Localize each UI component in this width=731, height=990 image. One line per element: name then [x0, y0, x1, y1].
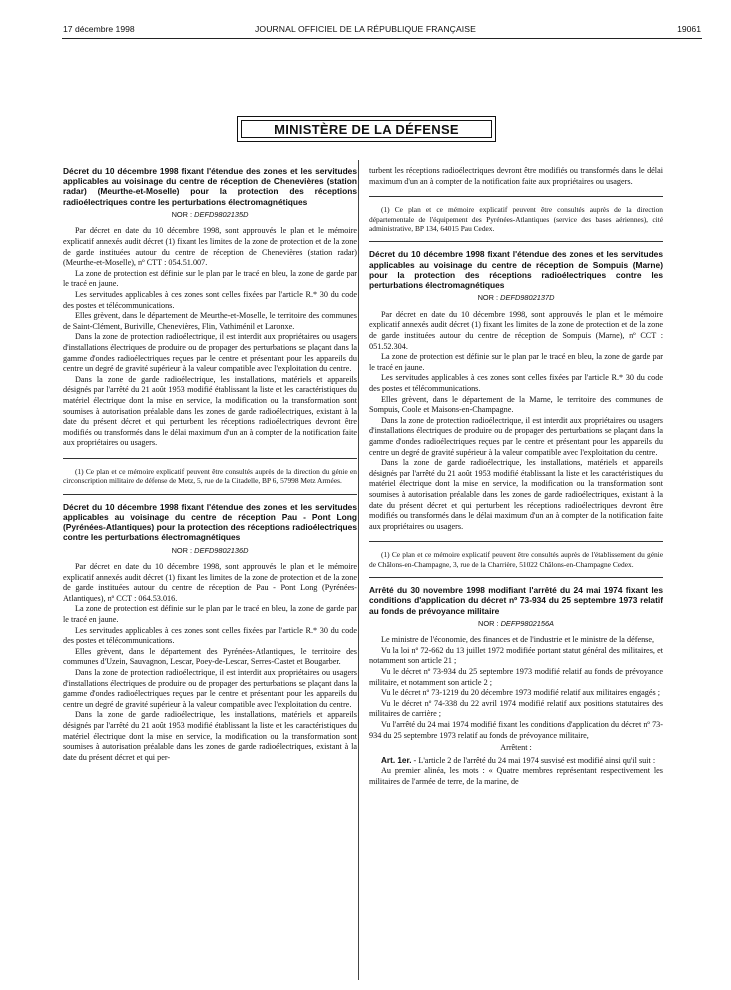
paragraph: La zone de protection est définie sur le plan par le tracé en bleu, la zone de garde par le tracé en jaune. [63, 268, 357, 289]
nor-code: DEFP9802156A [500, 618, 554, 628]
nor-code: DEFD9802136D [194, 545, 249, 555]
paragraph: Les servitudes applicables à ces zones sont celles fixées par l'article R.* 30 du code des postes et télécommunications. [63, 625, 357, 646]
section-separator [369, 577, 663, 578]
paragraph: Les servitudes applicables à ces zones sont celles fixées par l'article R.* 30 du code des postes et télécommunications. [369, 373, 663, 393]
paragraph: Vu l'arrêté du 24 mai 1974 modifié fixant les conditions d'application du décret nº 73-934 du 25 septembre 1973 relatif au fonds de prévoyance militaire, [369, 720, 663, 740]
paragraph: Dans la zone de garde radioélectrique, les installations, matériels et appareils désignés par l'arrêté du 21 août 1953 modifié établissant la liste et les caractéristiques du matériel électrique dont la mise en service, la modification ou la transformation sont soumises à autorisation préalable dans les zones de garde radioélectriques, existant à la date du présent décret et qui perturbent les réceptions radioélectriques devront être modifiés ou transformés dans le délai maximum d'un an à compter de la notification faite aux propriétaires ou usagers. [63, 374, 357, 448]
paragraph: Par décret en date du 10 décembre 1998, sont approuvés le plan et le mémoire explicatif annexés audit décret (1) fixant les limites de la zone de protection et de la zone de garde instituées autour du centre de réception de Pau - Pont Long (Pyrénées-Atlantiques), nº CCT : 064.53.016. [63, 562, 357, 603]
footnote-rule [369, 541, 663, 542]
nor-line: NOR : DEFD9802135D [171, 209, 249, 219]
paragraph: Par décret en date du 10 décembre 1998, sont approuvés le plan et le mémoire explicatif annexés audit décret (1) fixant les limites de la zone de protection et de la zone de garde instituées autour du centre de réception de Sompuis (Marne), nº CCT : 051.52.304. [369, 309, 663, 351]
paragraph: Le ministre de l'économie, des finances et de l'industrie et le ministre de la défense, [381, 635, 655, 645]
paragraph: Au premier alinéa, les mots : « Quatre membres représentant respectivement les militaires de l'armée de terre, de la marine, de [369, 766, 663, 787]
nor-line: NOR : DEFD9802137D [477, 293, 555, 303]
arrete-title-fonds-prevoyance: Arrêté du 30 novembre 1998 modifiant l'arrêté du 24 mai 1974 fixant les conditions d'application du décret nº 73-934 du 25 septembre 1973 relatif au fonds de prévoyance militaire [369, 585, 663, 616]
paragraph: Dans la zone de garde radioélectrique, les installations, matériels et appareils désignés par l'arrêté du 21 août 1953 modifié établissant la liste et les caractéristiques du matériel électrique dont la mise en service, la modification ou la transformation sont soumises à autorisation préalable dans les zones de garde radioélectriques, existant à la date du présent décret et qui perturbent les réceptions radioélectriques devront être modifiés ou transformés dans le délai maximum d'un an à compter de la notification faite aux propriétaires ou usagers. [369, 458, 663, 531]
paragraph: Vu le décret nº 73-1219 du 20 décembre 1973 modifié relatif aux militaires engagés ; [381, 688, 660, 698]
paragraph: Dans la zone de protection radioélectrique, il est interdit aux propriétaires ou usagers d'installations électriques de produire ou de propager des perturbations se plaçant dans la gamme d'ondes radioélectriques reçues par le centre et présentant pour les appareils du centre un degré de gravité supérieur à la valeur compatible avec l'exploitation du centre. [63, 668, 357, 709]
header-page-number: 19061 [677, 24, 701, 34]
paragraph: Les servitudes applicables à ces zones sont celles fixées par l'article R.* 30 du code des postes et télécommunications. [63, 289, 357, 310]
ministry-title: MINISTÈRE DE LA DÉFENSE [241, 120, 492, 138]
right-column [369, 166, 663, 788]
header-date: 17 décembre 1998 [63, 24, 135, 34]
decree-title-chenevieres: Décret du 10 décembre 1998 fixant l'étendue des zones et les servitudes applicables au voisinage du centre de réception de Chenevières (station radar) (Meurthe-et-Moselle) pour la protection des réceptions radioélectriques contre les perturbations électromagnétiques [63, 166, 357, 207]
decree-title-pau-pont-long: Décret du 10 décembre 1998 fixant l'étendue des zones et les servitudes applicables au voisinage du centre de réception Pau - Pont Long (Pyrénées-Atlantiques) pour la protection des réceptions radioélectriques contre les perturbations électromagnétiques [63, 501, 357, 543]
paragraph: Dans la zone de protection radioélectrique, il est interdit aux propriétaires ou usagers d'installations électriques de produire ou de propager des perturbations se plaçant dans la gamme d'ondes radioélectriques reçues par le centre et présentant pour les appareils du centre un degré de gravité supérieur à la valeur compatible avec l'exploitation du centre. [63, 332, 357, 374]
paragraph: Elles grèvent, dans le département de Meurthe-et-Moselle, le territoire des communes de Saint-Clément, Buriville, Chenevières, Flin, Vathiménil et Laronxe. [63, 311, 357, 331]
paragraph: Vu le décret nº 74-338 du 22 avril 1974 modifié relatif aux positions statutaires des militaires de carrière ; [369, 698, 663, 719]
footnote-rule [63, 458, 357, 459]
footnote: (1) Ce plan et ce mémoire explicatif peuvent être consultés auprès de l'établissement du génie de Châlons-en-Champagne, 3, rue de la Charrière, 51022 Châlons-en-Champagne Cedex. [369, 550, 663, 569]
paragraph: Elles grèvent, dans le département des Pyrénées-Atlantiques, le territoire des communes d'Uzein, Sauvagnon, Lescar, Poey-de-Lescar, Serres-Castet et Bougarber. [63, 646, 357, 667]
header-rule [62, 38, 702, 39]
nor-line: NOR : DEFP9802156A [477, 618, 554, 628]
article-1: Art. 1er. - L'article 2 de l'arrêté du 24 mai 1974 susvisé est modifié ainsi qu'il suit : [381, 755, 656, 765]
section-separator [369, 241, 663, 242]
column-separator [358, 160, 359, 980]
paragraph: Dans la zone de protection radioélectrique, il est interdit aux propriétaires ou usagers d'installations électriques de produire ou de propager des perturbations se plaçant dans la gamme d'ondes radioélectriques reçues par le centre et présentant pour les appareils du centre un degré de gravité supérieur à la valeur compatible avec l'exploitation du centre. [369, 415, 663, 457]
header-journal-title: JOURNAL OFFICIEL DE LA RÉPUBLIQUE FRANÇAISE [255, 24, 476, 34]
paragraph: La zone de protection est définie sur le plan par le tracé en bleu, la zone de garde par le tracé en jaune. [63, 604, 357, 625]
left-column [63, 166, 357, 763]
nor-code: DEFD9802135D [194, 209, 249, 219]
decree-title-sompuis: Décret du 10 décembre 1998 fixant l'étendue des zones et les servitudes applicables au voisinage du centre de réception de Sompuis (Marne) pour la protection des réceptions radioélectriques contre les perturbations électromagnétiques [369, 249, 663, 291]
article-label: Art. 1er. [381, 755, 412, 765]
page-header [0, 24, 731, 38]
paragraph: Elles grèvent, dans le département de la Marne, le territoire des communes de Sompuis, Coole et Maisons-en-Champagne. [369, 394, 663, 415]
paragraph: La zone de protection est définie sur le plan par le tracé en bleu, la zone de garde par le tracé en jaune. [369, 352, 663, 372]
arretent-heading: Arrêtent : [500, 743, 532, 753]
paragraph: Vu le décret nº 73-934 du 25 septembre 1973 modifié relatif au fonds de prévoyance militaire, et notamment son article 2 ; [369, 667, 663, 687]
section-separator [63, 494, 357, 495]
footnote-rule [369, 196, 663, 197]
paragraph: Par décret en date du 10 décembre 1998, sont approuvés le plan et le mémoire explicatif annexés audit décret (1) fixant les limites de la zone de protection et de la zone de garde instituées autour du centre de réception de Chenevières (station radar) (Meurthe-et-Moselle), nº CTT : 054.51.007. [63, 226, 357, 268]
paragraph: Dans la zone de garde radioélectrique, les installations, matériels et appareils désignés par l'arrêté du 21 août 1953 modifié établissant la liste et les caractéristiques du matériel électrique dont la mise en service, la modification ou la transformation sont soumises à autorisation préalable dans les zones de garde radioélectriques, existant à la date du présent décret et qui per- [63, 710, 357, 762]
nor-line: NOR : DEFD9802136D [171, 545, 249, 555]
paragraph-continued: turbent les réceptions radioélectriques devront être modifiés ou transformés dans le délai maximum d'un an à compter de la notification faite aux propriétaires ou usagers. [369, 166, 663, 186]
paragraph: Vu la loi nº 72-662 du 13 juillet 1972 modifiée portant statut général des militaires, et notamment son article 21 ; [369, 645, 663, 666]
footnote: (1) Ce plan et ce mémoire explicatif peuvent être consultés auprès de la direction du génie en circonscription militaire de défense de Metz, 5, rue de la Citadelle, BP 6, 57998 Metz Armées. [63, 466, 357, 486]
nor-code: DEFD9802137D [500, 293, 555, 303]
ministry-box [237, 116, 496, 142]
footnote: (1) Ce plan et ce mémoire explicatif peuvent être consultés auprès de la direction départementale de l'équipement des Pyrénées-Atlantiques (service des bases aériennes), cité administrative, BP 134, 64015 Pau Cedex. [369, 205, 663, 233]
